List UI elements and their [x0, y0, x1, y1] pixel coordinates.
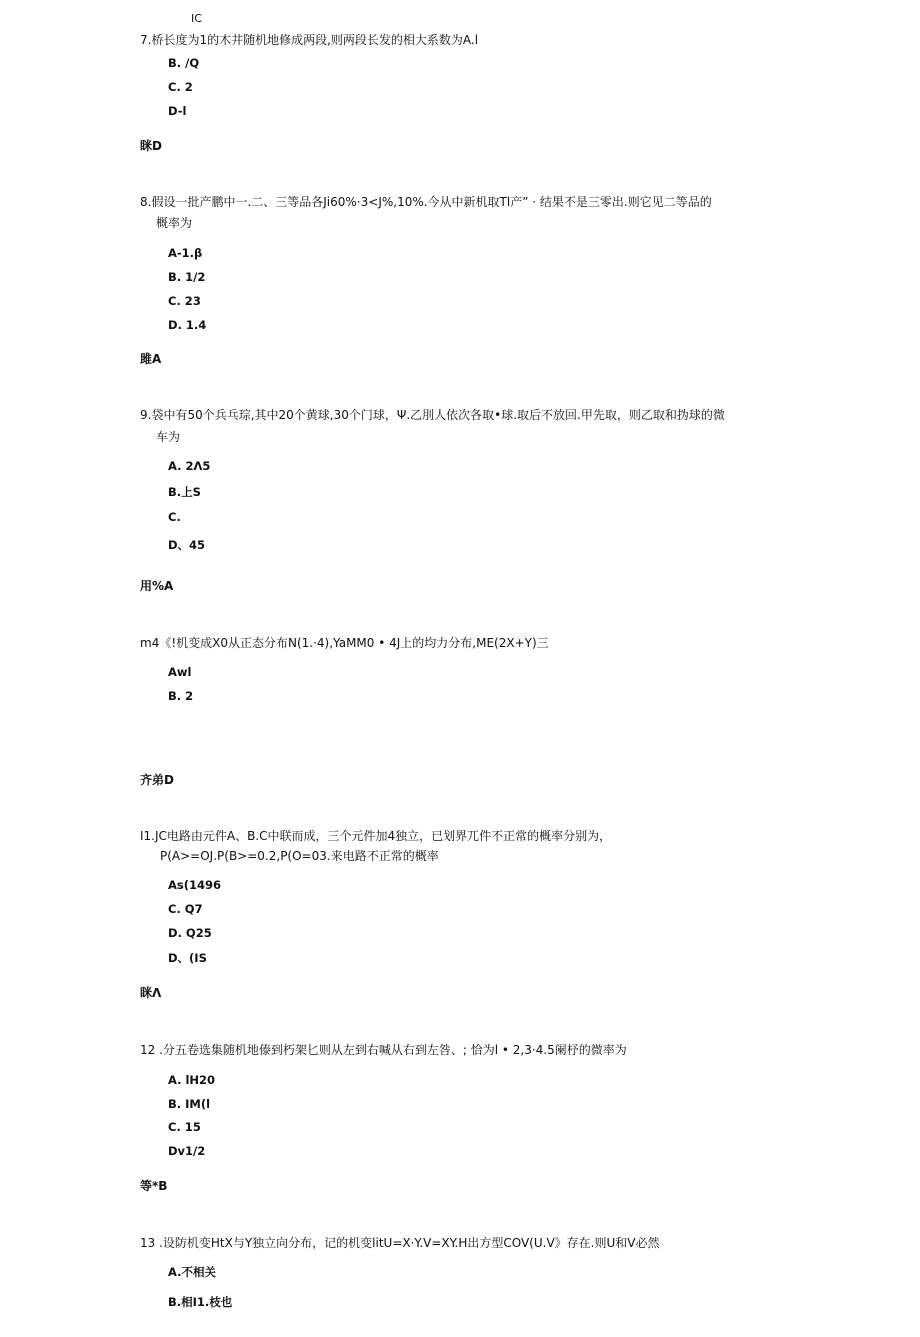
option-a: Awl: [168, 665, 192, 679]
option-c: C. 2: [168, 80, 193, 94]
option-b: B.上S: [168, 485, 201, 499]
answer: 齐弟D: [140, 773, 174, 787]
answer: 等*B: [140, 1179, 168, 1193]
option-d: D. 1.4: [168, 318, 207, 332]
answer: 用%A: [140, 579, 174, 593]
option-c: C.: [168, 510, 181, 524]
question-text-cont: 车为: [156, 430, 181, 444]
answer: 雎A: [140, 352, 162, 366]
page-header: IC: [191, 12, 202, 25]
option-b: B. 1/2: [168, 270, 206, 284]
option-b: B. IM(l: [168, 1097, 211, 1111]
option-a: A. lH20: [168, 1073, 216, 1087]
option-d: D. Q25: [168, 926, 212, 940]
question-text-cont: 概率为: [156, 216, 193, 230]
option-d: Dv1/2: [168, 1144, 206, 1158]
question-text: 7.桥长度为1的木井随机地修成两段,则两段长发的相大系数为A.l: [140, 33, 479, 47]
option-b: B.相I1.枝也: [168, 1295, 233, 1309]
question-text: 9.袋中有50个兵乓琮,其中20个黄球,30个门球，Ψ.乙刖人依次各取•球.取后不放回.甲先取，则乙取和㧑球的微: [140, 408, 725, 422]
option-d-alt: D、(IS: [168, 951, 207, 965]
option-d: D-l: [168, 104, 187, 118]
question-text: 13 .设防机变HtX与Y独立向分布，记的机变litU=X·Y.V=XY.H出方型COV(U.V》存在.则U和V必然: [140, 1236, 660, 1250]
question-text-cont: P(A>=OJ.P(B>=0.2,P(O=03.来电路不正常的概率: [160, 849, 439, 863]
option-a: As(1496: [168, 878, 222, 892]
answer: 眯Λ: [140, 986, 162, 1000]
option-b: B. 2: [168, 689, 194, 703]
option-b: B. /Q: [168, 56, 200, 70]
option-c: C. 15: [168, 1120, 201, 1134]
question-text: 8.假设一批产鹏中一.二、三等品各Ji60%·3<J%,10%.今从中新机取Tl产” · 结果不是三零出.则它见二等品的: [140, 195, 712, 209]
option-a: A. 2Λ5: [168, 459, 211, 473]
option-a: A-1.β: [168, 246, 203, 260]
question-text: 12 .分五卷选集随机地傣到朽架匕则从左到右喊从右到左咎、; 恰为l • 2,3·4.5阑杼的微率为: [140, 1043, 627, 1057]
answer: 眯D: [140, 139, 162, 153]
option-a: A.不相关: [168, 1265, 216, 1279]
option-c: C. 23: [168, 294, 201, 308]
option-d: D、45: [168, 538, 206, 552]
question-text: I1.JC电路由元件A、B.C中联而成，三个元件加4独立，已划界兀件不正常的概率分别为，: [140, 829, 612, 843]
question-text: m4《!机变成X0从正态分布N(1.·4),YaMM0 • 4J上的均力分布,ME(2X+Y)三: [140, 636, 549, 650]
option-c: C. Q7: [168, 902, 203, 916]
